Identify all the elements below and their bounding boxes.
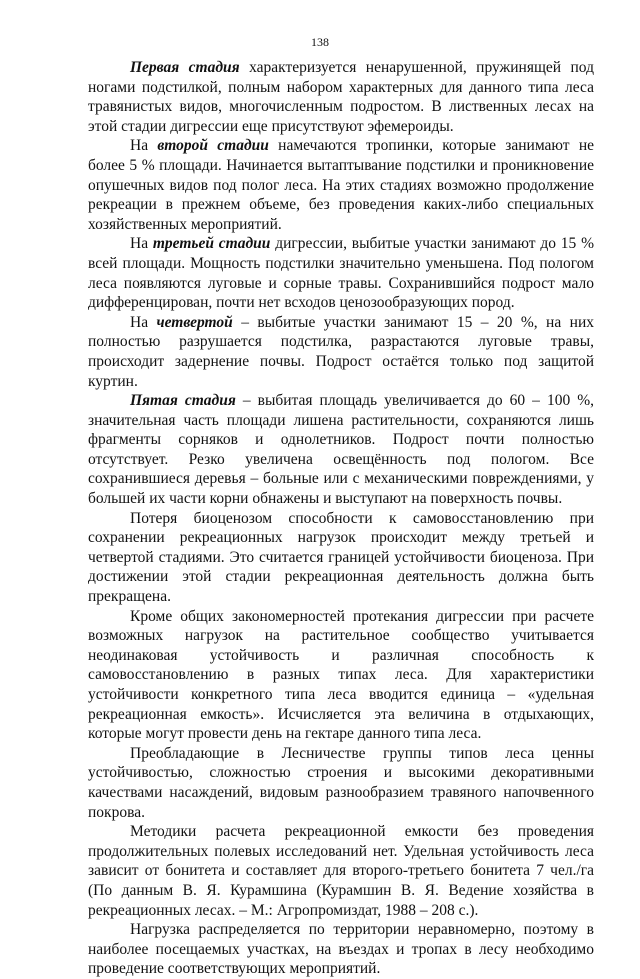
stage-3-text: дигрессии, выбитые участки занимают до 15 % всей площади. Мощность подстилки значительно уменьшена. Под пологом леса появляются луговые и сорные травы. Сохранившийся подрост мало дифференцирован, почти нет всходов ценозообразующих пород. [88,235,594,312]
stage-4-prefix: На [130,313,157,331]
paragraph-recreational-capacity [88,607,594,744]
load-distribution-text: Нагрузка распределяется по территории неравномерно, поэтому в наиболее посещаемых участках, на въездах и тропах в лесу необходимо проведение соответствующих мероприятий. [88,921,594,978]
paragraph-stage-5 [88,391,594,509]
stage-4-text: – выбитые участки занимают 15 – 20 %, на них полностью разрушается подстилка, разрастаются луговые травы, происходит задернение почвы. Подрост остаётся только под защитой куртин. [88,313,594,390]
stage-5-text: – выбитая площадь увеличивается до 60 – 100 %, значительная часть площади лишена растительности, сохраняются лишь фрагменты сорняков и однолетников. Подрост почти полностью отсутствует. Резко увеличена освещённость под пологом. Все сохранившиеся деревья – больные или с механическими повреждениями, у большей их части корни обнажены и выступают на поверхность почвы. [88,392,595,508]
stability-threshold-text: Потеря биоценозом способности к самовосстановлению при сохранении рекреационных нагрузок происходит между третьей и четвертой стадиями. Это считается границей устойчивости биоценоза. При достижении этой стадии рекреационная деятельность должна быть прекращена. [88,509,594,606]
paragraph-forest-types [88,744,594,822]
stage-2-term: второй стадии [157,137,269,155]
stage-3-term: третьей стадии [152,235,271,253]
stage-2-prefix: На [130,137,158,155]
paragraph-stage-4 [88,313,594,391]
stage-1-term: Первая стадия [130,59,240,76]
stage-3-prefix: На [130,235,153,253]
paragraph-stage-3 [88,234,594,312]
forest-types-text: Преобладающие в Лесничестве группы типов леса ценны устойчивостью, сложностью строения и высокими декоративными качествами насаждений, видовым разнообразием травяного напочвенного покрова. [88,744,594,821]
paragraph-stability-threshold [88,509,594,607]
paragraph-stage-1 [88,58,594,136]
paragraph-stage-2 [88,136,594,234]
recreational-capacity-text: Кроме общих закономерностей протекания дигрессии при расчете возможных нагрузок на растительное сообщество учитывается неодинаковая устойчивость и различная способность к самовосстановлению в разных типах леса. Для характеристики устойчивости конкретного типа леса вводится единица – «удельная рекреационная емкость». Исчисляется эта величина в отдыхающих, которые могут провести день на гектаре данного типа леса. [88,607,594,743]
page-number: 138 [311,35,329,49]
methods-text: Методики расчета рекреационной емкости без проведения продолжительных полевых исследований нет. Удельная устойчивость леса зависит от бонитета и составляет для второго-третьего бонитета 7 чел./га (По данным В. Я. Курамшина (Курамшин В. Я. Ведение хозяйства в рекреационных лесах. – М.: Агропромиздат, 1988 – 208 с.). [88,823,594,919]
stage-2-text: намечаются тропинки, которые занимают не более 5 % площади. Начинается вытаптывание подстилки и проникновение опушечных видов под полог леса. На этих стадиях возможно продолжение рекреации в прежнем объеме, без проведения каких-либо специальных хозяйственных мероприятий. [88,137,594,233]
stage-4-term: четвертой [156,313,233,331]
document-body [88,58,594,979]
stage-5-term: Пятая стадия [130,392,236,410]
paragraph-methods [88,822,594,920]
stage-1-text: характеризуется ненарушенной, пружинящей под ногами подстилкой, полным набором характерных для данного типа леса травянистых видов, многочисленным подростом. В лиственных лесах на этой стадии дигрессии еще присутствуют эфемероиды. [88,59,594,135]
paragraph-load-distribution [88,920,594,979]
